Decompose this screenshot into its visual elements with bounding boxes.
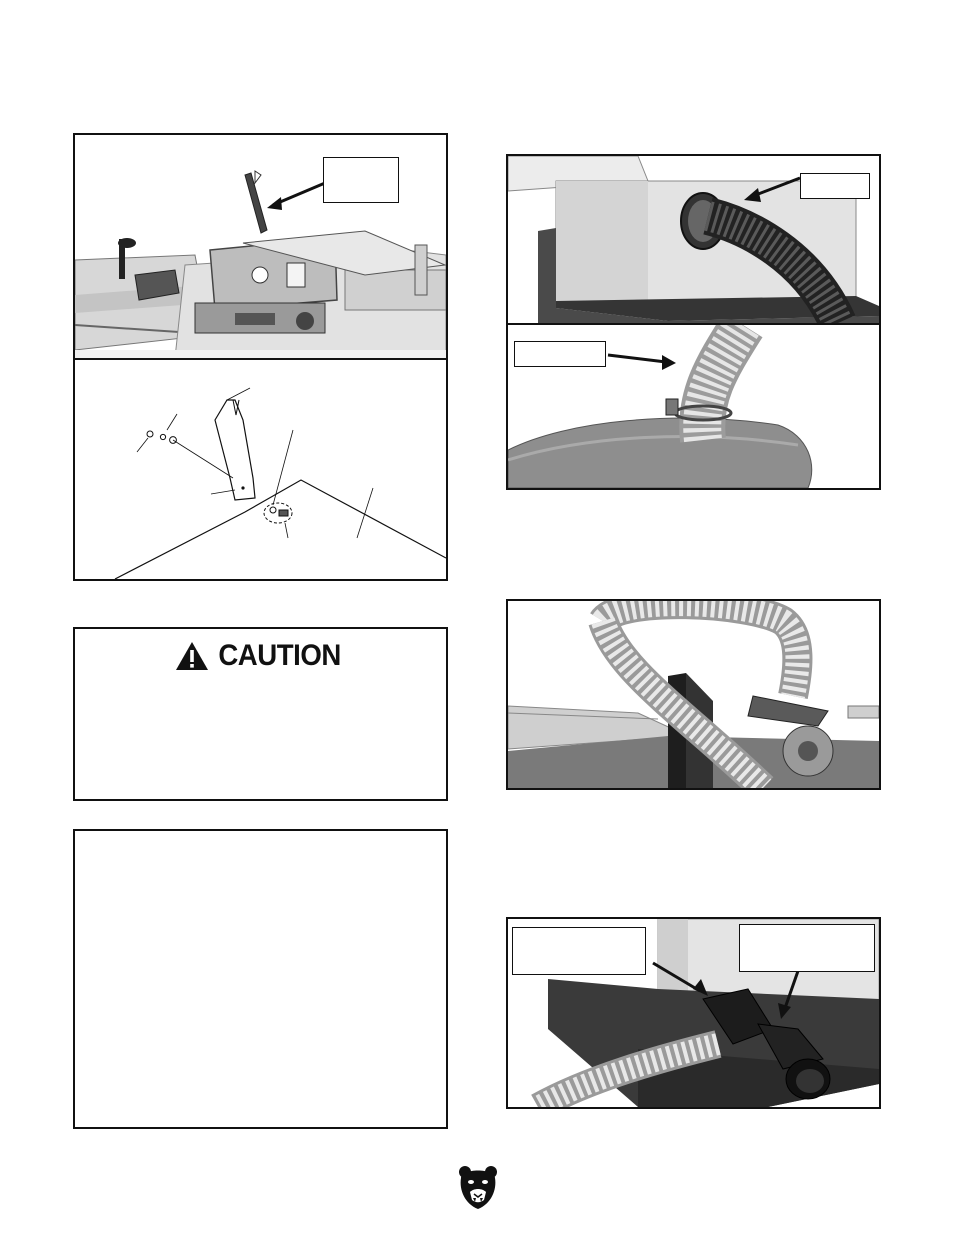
- figure-4: [506, 917, 881, 1109]
- figure-3-photo: [508, 601, 879, 788]
- caution-box: [73, 627, 448, 801]
- figure-1-diagram: [75, 360, 446, 579]
- figure-4-right-callout: [739, 924, 875, 972]
- caution-header: [75, 639, 446, 673]
- figure-4-photo: [508, 919, 879, 1107]
- figure-2-top-callout: [800, 173, 870, 199]
- figure-2-top-photo: [508, 156, 879, 323]
- figure-1-photo-callout: [323, 157, 399, 203]
- caution-title: CAUTION: [218, 639, 341, 672]
- figure-2: [506, 154, 881, 490]
- figure-1: [73, 133, 448, 581]
- figure-2-bottom-photo: [508, 325, 879, 488]
- figure-1-photo: [75, 135, 446, 358]
- figure-2-bottom-callout: [514, 341, 606, 367]
- figure-4-left-callout: [512, 927, 646, 975]
- warning-triangle-icon: [175, 641, 209, 671]
- figure-3: [506, 599, 881, 790]
- grizzly-bear-logo-icon: [457, 1164, 499, 1210]
- note-box: [73, 829, 448, 1129]
